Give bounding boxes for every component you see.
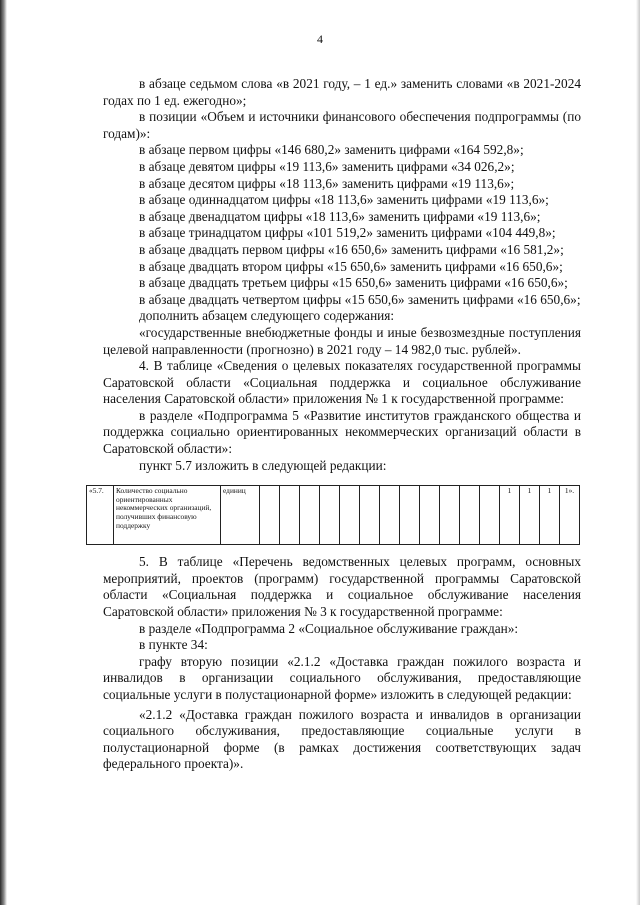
paragraph: в абзаце двадцать четвертом цифры «15 650,6» заменить цифрами «16 650,6»;	[139, 291, 581, 307]
paragraph: в абзаце двенадцатом цифры «18 113,6» заменить цифрами «19 113,6»;	[139, 208, 541, 224]
table-cell-value	[380, 486, 400, 545]
table-row	[87, 486, 580, 545]
paragraph: в абзаце седьмом слова «в 2021 году, – 1 ед.» заменить словами «в 2021-2024 годах по 1 ед. ежегодно»;	[103, 76, 581, 108]
table-cell-value: 1	[520, 486, 540, 545]
table-cell-value	[340, 486, 360, 545]
table-cell-number: «5.7.	[87, 486, 114, 545]
paragraph: «государственные внебюджетные фонды и иные безвозмездные поступления целевой направленности (прогнозно) в 2021 году – 14 982,0 тыс. рублей».	[103, 324, 581, 357]
indicator-table-wrap	[86, 485, 580, 545]
paragraph: в абзаце двадцать втором цифры «15 650,6» заменить цифрами «16 650,6»;	[139, 258, 563, 274]
paragraph: в абзаце одиннадцатом цифры «18 113,6» заменить цифрами «19 113,6»;	[139, 192, 549, 208]
table-cell-value	[440, 486, 460, 545]
paragraph: в абзаце десятом цифры «18 113,6» заменить цифрами «19 113,6»;	[139, 175, 515, 191]
paragraph: в позиции «Объем и источники финансового обеспечения подпрограммы (по годам)»:	[103, 109, 581, 141]
paragraph: в абзаце девятом цифры «19 113,6» заменить цифрами «34 026,2»;	[139, 158, 515, 174]
paragraph: 4. В таблице «Сведения о целевых показателях государственной программы Саратовской области «Социальная поддержка и социальное обслуживание населения Саратовской области» приложения № 1 к государственной программе:	[103, 358, 581, 407]
table-cell-unit: единиц	[221, 486, 260, 545]
page-number: 4	[317, 32, 323, 46]
table-cell-value	[260, 486, 280, 545]
paragraph: «2.1.2 «Доставка граждан пожилого возраста и инвалидов в организации социального обслуживания, предоставляющие социальные услуги в полустационарной форме (в рамках достижения соответствующих задач федерального проекта)».	[103, 706, 581, 772]
table-cell-name: Количество социально ориентированных некоммерческих организаций, получивших финансовую поддержку	[114, 486, 221, 545]
document-body	[89, 76, 581, 773]
paragraph: в абзаце двадцать первом цифры «16 650,6» заменить цифрами «16 581,2»;	[139, 241, 564, 257]
paragraph: 5. В таблице «Перечень ведомственных целевых программ, основных мероприятий, проектов (программ) государственной программы Саратовской области «Социальная поддержка и социальное обслуживание населения Саратовской области» приложения № 3 к государственной программе:	[103, 554, 581, 620]
paragraph: в абзаце двадцать третьем цифры «15 650,6» заменить цифрами «16 650,6»;	[139, 275, 568, 291]
table-cell-value: 1	[500, 486, 520, 545]
table-cell-value	[280, 486, 300, 545]
table-cell-value	[460, 486, 480, 545]
scan-edge-left	[0, 0, 7, 905]
table-cell-value	[420, 486, 440, 545]
table-cell-value	[360, 486, 380, 545]
paragraph: в абзаце тринадцатом цифры «101 519,2» заменить цифрами «104 449,8»;	[139, 225, 556, 241]
paragraph: графу вторую позиции «2.1.2 «Доставка граждан пожилого возраста и инвалидов в организации социального обслуживания, предоставляющие социальные услуги в полустационарной форме» изложить в следующей редакции:	[103, 653, 581, 702]
paragraph: в разделе «Подпрограмма 5 «Развитие институтов гражданского общества и поддержка социально ориентированных некоммерческих организаций области в Саратовской области»:	[103, 407, 581, 457]
table-cell-value: 1».	[560, 486, 580, 545]
table-cell-value	[320, 486, 340, 545]
paragraph: в разделе «Подпрограмма 2 «Социальное обслуживание граждан»:	[139, 620, 519, 636]
paragraph: дополнить абзацем следующего содержания:	[139, 308, 395, 324]
table-cell-value	[480, 486, 500, 545]
indicator-table	[86, 485, 580, 545]
paragraph: пункт 5.7 изложить в следующей редакции:	[139, 457, 387, 473]
paragraph: в пункте 34:	[139, 637, 208, 653]
table-cell-value: 1	[540, 486, 560, 545]
scan-edge-right	[636, 0, 640, 905]
table-cell-value	[400, 486, 420, 545]
paragraph: в абзаце первом цифры «146 680,2» заменить цифрами «164 592,8»;	[139, 142, 524, 158]
table-cell-value	[300, 486, 320, 545]
